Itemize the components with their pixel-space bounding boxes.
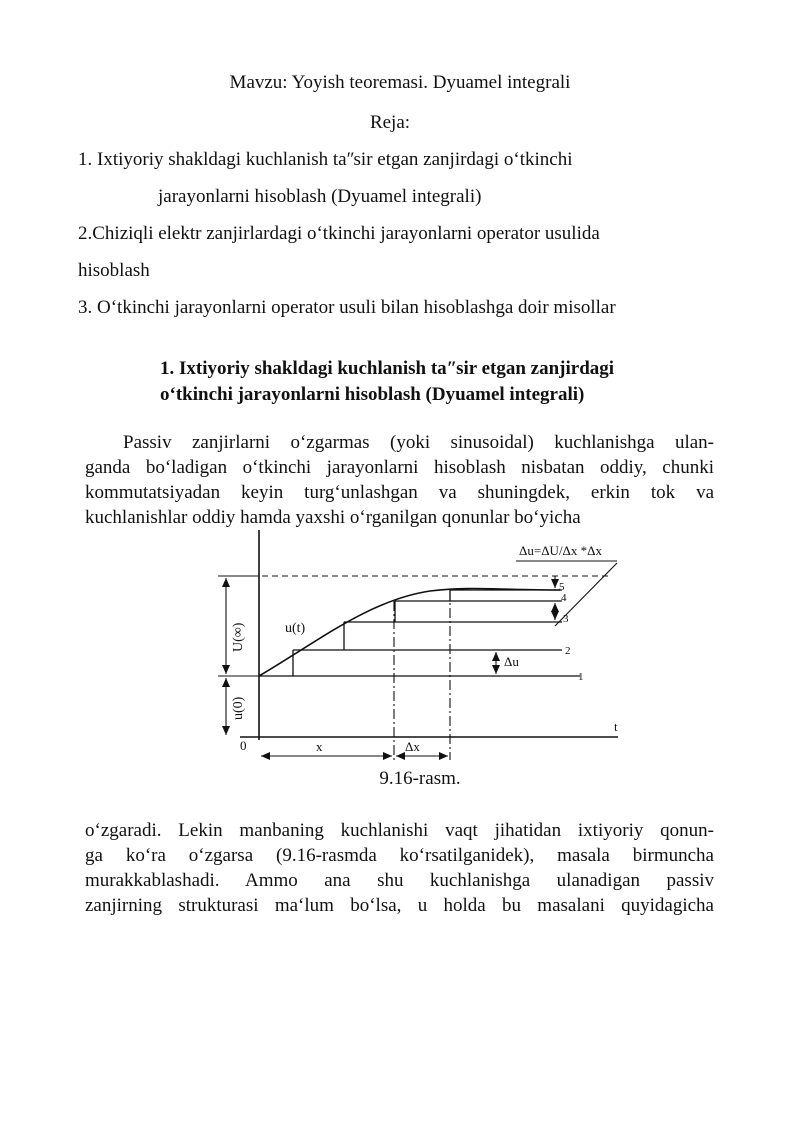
paragraph-line: oʻzgaradi. Lekin manbaning kuchlanishi vaqt jihatidan ixtiyoriy qonun- — [85, 820, 714, 841]
arrow-5-down — [551, 579, 559, 588]
arrow-u0-up — [222, 678, 230, 687]
paragraph-line: kommutatsiyadan keyin turgʻunlashgan va shuningdek, erkin tok va — [85, 482, 714, 503]
arrow-x-right — [383, 752, 392, 760]
u0-label: u(0) — [231, 696, 246, 720]
formula-label: Δu=ΔU/Δx *Δx — [519, 543, 603, 558]
x-label: x — [316, 739, 323, 754]
arrow-dx-right — [439, 752, 448, 760]
plan-item-2: 2.Chiziqli elektr zanjirlardagi oʻtkinchi jarayonlarni operator usulida — [78, 223, 600, 244]
arrow-x-left — [261, 752, 270, 760]
plan-item-1: 1. Ixtiyoriy shakldagi kuchlanish taʺsir etgan zanjirdagi oʻtkinchi — [78, 149, 573, 170]
step-number-5: 5 — [559, 581, 565, 593]
section-heading-line-2: oʻtkinchi jarayonlarni hisoblash (Dyuamel integrali) — [160, 384, 585, 405]
arrow-dx-left — [396, 752, 405, 760]
page-title: Mavzu: Yoyish teoremasi. Dyuamel integrali — [229, 72, 571, 93]
t-axis-label: t — [614, 719, 618, 734]
figure-caption: 9.16-rasm. — [379, 768, 461, 789]
paragraph-line: zanjirning strukturasi maʻlum boʻlsa, u holda bu masalani quyidagicha — [85, 895, 714, 916]
plan-item-1-continued: jarayonlarni hisoblash (Dyuamel integrali) — [158, 186, 482, 207]
paragraph-line: ga koʻra oʻzgarsa (9.16-rasmda koʻrsatilganidek), masala birmuncha — [85, 845, 714, 866]
du-label: Δu — [504, 654, 519, 669]
section-heading-line-1: 1. Ixtiyoriy shakldagi kuchlanish taʺsir etgan zanjirdagi — [160, 358, 615, 379]
arrow-du-down — [492, 665, 500, 674]
arrow-u0-down — [222, 726, 230, 735]
paragraph-line: Passiv zanjirlarni oʻzgarmas (yoki sinusoidal) kuchlanishga ulan- — [123, 432, 714, 453]
dx-label: Δx — [405, 739, 420, 754]
origin-label: 0 — [240, 738, 247, 753]
plan-item-2-continued: hisoblash — [78, 260, 150, 281]
arrow-du-up — [492, 652, 500, 661]
curve-label: u(t) — [285, 621, 306, 636]
plan-label: Reja: — [369, 112, 411, 133]
paragraph-line: murakkablashadi. Ammo ana shu kuchlanishga ulanadigan passiv — [85, 870, 714, 891]
step-number-2: 2 — [565, 645, 571, 657]
arrow-u-inf-up — [222, 578, 230, 587]
step-number-1: 1 — [578, 671, 584, 683]
arrow-u-inf-down — [222, 665, 230, 674]
step-number-4: 4 — [561, 592, 567, 604]
paragraph-2 — [85, 818, 714, 918]
arrow-3-up — [551, 603, 559, 612]
step-number-3: 3 — [563, 613, 569, 625]
plan-item-3: 3. Oʻtkinchi jarayonlarni operator usuli bilan hisoblashga doir misollar — [78, 297, 616, 318]
paragraph-line: kuchlanishlar oddiy hamda yaxshi oʻrganilgan qonunlar boʻyicha — [85, 507, 581, 528]
paragraph-line: ganda boʻladigan oʻtkinchi jarayonlarni hisoblash nisbatan oddiy, chunki — [85, 457, 714, 478]
arrow-3-down — [551, 611, 559, 620]
u-inf-label: U(∞) — [231, 622, 246, 652]
